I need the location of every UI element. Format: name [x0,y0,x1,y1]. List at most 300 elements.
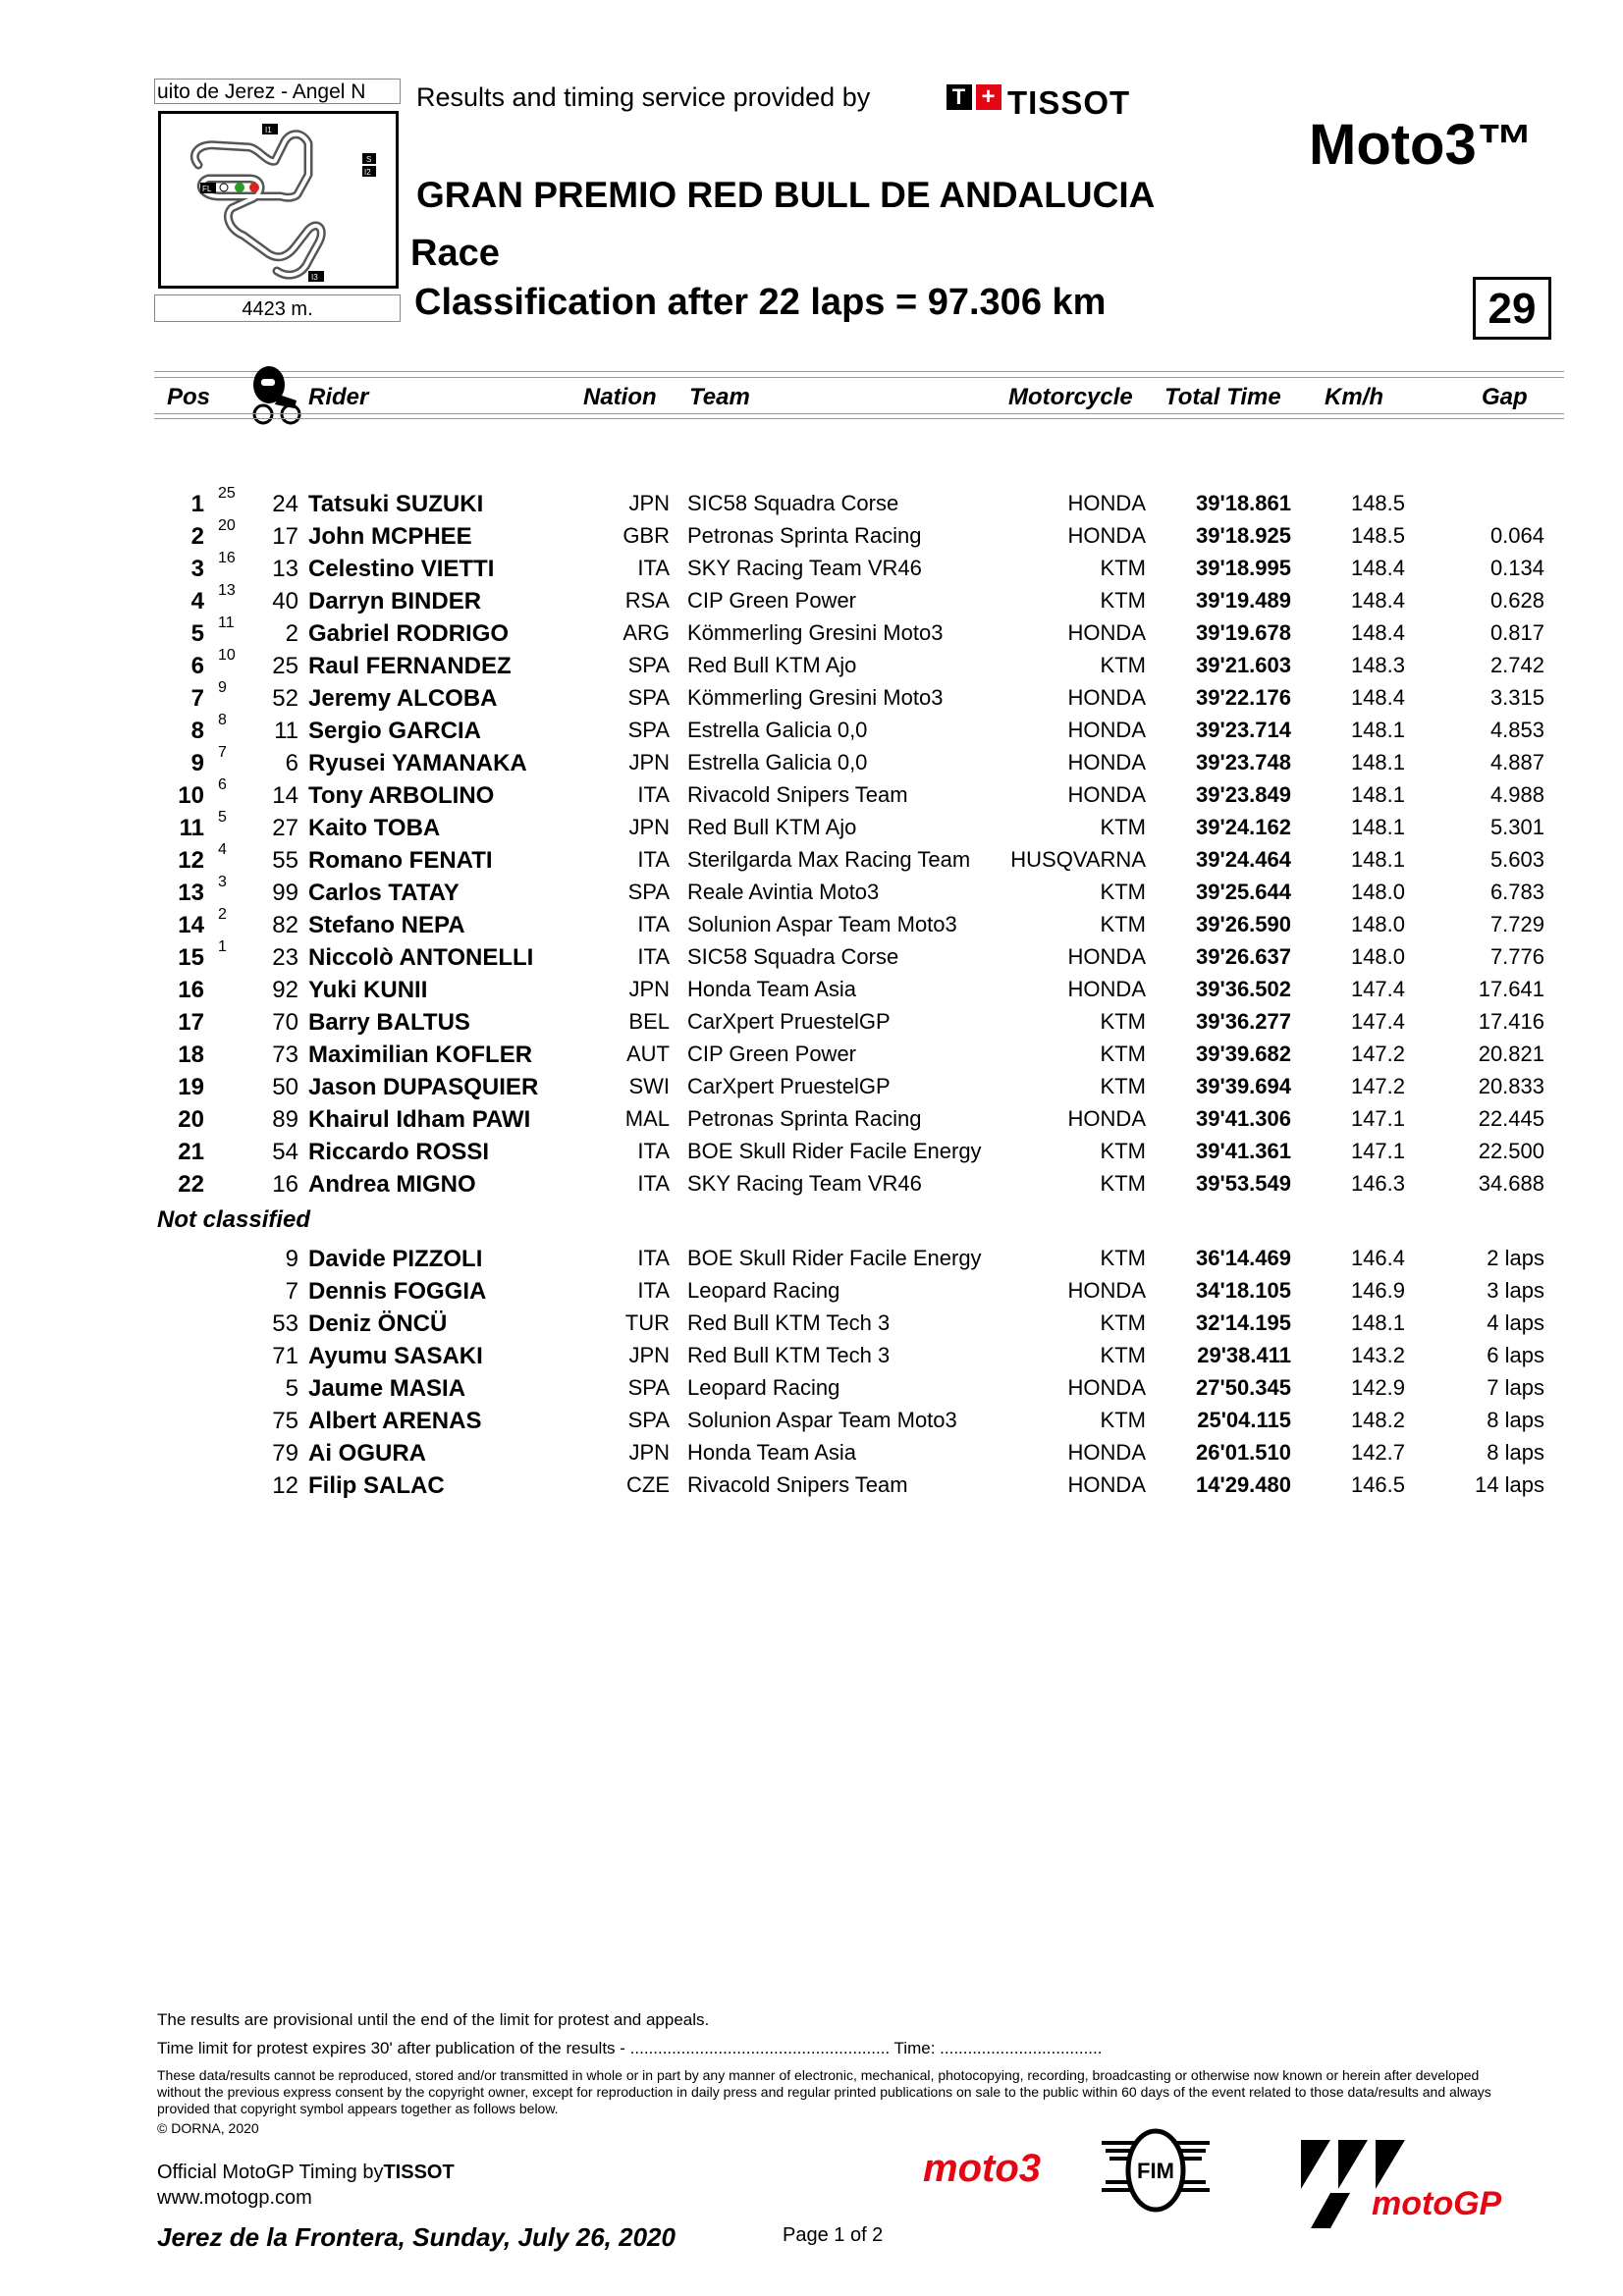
table-row [0,1402,1623,1434]
total-time-cell: 32'14.195 [1196,1310,1291,1335]
col-gap: Gap [1482,384,1528,410]
rider-name-cell: Davide PIZZOLI [308,1246,483,1272]
gap-cell: 17.416 [1478,1009,1544,1034]
nation-cell: ITA [637,556,670,580]
motorcycle-cell: HONDA [1067,523,1146,548]
red-light-icon [249,183,259,192]
classification-title: Classification after 22 laps = 97.306 km [414,282,1107,323]
position-cell: 17 [178,1009,204,1036]
gap-cell: 22.500 [1478,1139,1544,1163]
average-speed-cell: 148.1 [1350,718,1405,742]
motorcycle-cell: KTM [1100,1310,1146,1335]
rider-number-cell: 13 [272,556,298,582]
session-title: Race [410,233,500,274]
position-cell: 20 [178,1106,204,1133]
total-time-cell: 39'26.637 [1196,944,1291,969]
motorcycle-cell: HONDA [1067,750,1146,774]
team-cell: CIP Green Power [687,588,857,613]
total-time-cell: 39'24.464 [1196,847,1291,872]
gap-cell: 4.853 [1489,718,1544,742]
grid-position-cell: 8 [218,712,227,728]
average-speed-cell: 148.0 [1350,944,1405,969]
total-time-cell: 39'26.590 [1196,912,1291,936]
circuit-name: uito de Jerez - Angel N [154,79,401,104]
rider-name-cell: Jeremy ALCOBA [308,685,498,712]
rider-number-cell: 79 [272,1440,298,1467]
rider-number-cell: 9 [285,1246,298,1272]
average-speed-cell: 146.9 [1350,1278,1405,1303]
total-time-cell: 39'39.694 [1196,1074,1291,1098]
nation-cell: ITA [637,782,670,807]
grid-position-cell: 11 [218,614,235,631]
table-row [0,582,1623,614]
average-speed-cell: 146.3 [1350,1171,1405,1196]
rider-number-cell: 99 [272,880,298,906]
gap-cell: 20.821 [1478,1041,1544,1066]
motorcycle-cell: HONDA [1067,620,1146,645]
table-row [0,712,1623,744]
motorcycle-cell: HONDA [1067,1472,1146,1497]
tissot-t-icon: T [947,84,972,110]
gap-cell: 6.783 [1489,880,1544,904]
table-row [0,1467,1623,1499]
average-speed-cell: 148.5 [1350,523,1405,548]
rider-number-cell: 17 [272,523,298,550]
motorcycle-cell: KTM [1100,1171,1146,1196]
official-timing [157,2162,455,2184]
total-time-cell: 29'38.411 [1197,1343,1291,1367]
team-cell: Rivacold Snipers Team [687,782,908,807]
total-time-cell: 39'39.682 [1196,1041,1291,1066]
gap-cell: 4 laps [1487,1310,1544,1335]
nation-cell: ITA [637,944,670,969]
table-row [0,1337,1623,1369]
rider-name-cell: Carlos TATAY [308,880,460,906]
nation-cell: SPA [627,1408,670,1432]
total-time-cell: 39'23.714 [1196,718,1291,742]
motorcycle-cell: KTM [1100,815,1146,839]
nation-cell: SWI [628,1074,670,1098]
table-row [0,517,1623,550]
position-cell: 1 [190,491,204,517]
rider-name-cell: Barry BALTUS [308,1009,470,1036]
nation-cell: JPN [628,1440,670,1465]
rider-name-cell: Ayumu SASAKI [308,1343,483,1369]
col-nation: Nation [583,384,657,410]
motorcycle-cell: KTM [1100,880,1146,904]
position-cell: 19 [178,1074,204,1100]
total-time-cell: 39'53.549 [1196,1171,1291,1196]
table-row [0,1369,1623,1402]
grid-position-cell: 1 [218,938,227,955]
motorcycle-cell: KTM [1100,1343,1146,1367]
protest-limit-note: Time limit for protest expires 30' after publication of the results - ........................................................ Time: ................................... [157,2039,1103,2057]
nation-cell: SPA [627,1375,670,1400]
total-time-cell: 39'36.277 [1196,1009,1291,1034]
gap-cell: 5.301 [1489,815,1544,839]
table-row [0,1036,1623,1068]
team-cell: Red Bull KTM Ajo [687,653,857,677]
nation-cell: ITA [637,1139,670,1163]
total-time-cell: 39'23.748 [1196,750,1291,774]
total-time-cell: 39'18.861 [1196,491,1291,515]
sector-i3-label: I3 [311,273,318,282]
rider-name-cell: Ai OGURA [308,1440,426,1467]
team-cell: Leopard Racing [687,1278,840,1303]
event-title: GRAN PREMIO RED BULL DE ANDALUCIA [416,175,1156,215]
nation-cell: ITA [637,1171,670,1196]
nation-cell: SPA [627,718,670,742]
total-time-cell: 36'14.469 [1196,1246,1291,1270]
website: www.motogp.com [157,2187,312,2209]
average-speed-cell: 148.2 [1350,1408,1405,1432]
gap-cell: 4.988 [1489,782,1544,807]
fim-logo [1096,2125,1216,2216]
rider-name-cell: Maximilian KOFLER [308,1041,533,1068]
nation-cell: ITA [637,1246,670,1270]
rider-name-cell: Darryn BINDER [308,588,482,614]
grid-position-cell: 6 [218,776,227,793]
rider-number-cell: 24 [272,491,298,517]
team-cell: BOE Skull Rider Facile Energy [687,1139,982,1163]
grid-position-cell: 16 [218,550,236,566]
flag-icon [220,184,228,191]
team-cell: Petronas Sprinta Racing [687,523,922,548]
rider-number-cell: 73 [272,1041,298,1068]
gap-cell: 8 laps [1487,1408,1544,1432]
motorcycle-cell: HONDA [1067,1375,1146,1400]
average-speed-cell: 147.1 [1350,1139,1405,1163]
motorcycle-cell: HONDA [1067,491,1146,515]
green-light-icon [235,183,244,192]
table-row [0,614,1623,647]
team-cell: Red Bull KTM Tech 3 [687,1343,891,1367]
motorcycle-cell: KTM [1100,588,1146,613]
rider-name-cell: John MCPHEE [308,523,472,550]
class-title: Moto3™ [1309,113,1534,177]
average-speed-cell: 147.1 [1350,1106,1405,1131]
total-time-cell: 39'23.849 [1196,782,1291,807]
rider-number-cell: 50 [272,1074,298,1100]
team-cell: Honda Team Asia [687,1440,857,1465]
team-cell: Solunion Aspar Team Moto3 [687,1408,957,1432]
table-row [0,550,1623,582]
average-speed-cell: 148.4 [1350,620,1405,645]
position-cell: 4 [190,588,204,614]
gap-cell: 7.776 [1489,944,1544,969]
total-time-cell: 39'24.162 [1196,815,1291,839]
col-motorcycle: Motorcycle [1008,384,1133,410]
team-cell: Kömmerling Gresini Moto3 [687,620,944,645]
nation-cell: AUT [626,1041,670,1066]
motorcycle-cell: HONDA [1067,718,1146,742]
total-time-cell: 39'41.306 [1196,1106,1291,1131]
position-cell: 7 [190,685,204,712]
track-length: 4423 m. [154,294,401,322]
location-date: Jerez de la Frontera, Sunday, July 26, 2020 [157,2222,676,2252]
gap-cell: 6 laps [1487,1343,1544,1367]
rider-number-cell: 25 [272,653,298,679]
total-time-cell: 27'50.345 [1196,1375,1291,1400]
rider-number-cell: 52 [272,685,298,712]
gap-cell: 8 laps [1487,1440,1544,1465]
average-speed-cell: 148.1 [1350,750,1405,774]
motorcycle-cell: HONDA [1067,1278,1146,1303]
total-time-cell: 39'19.678 [1196,620,1291,645]
table-row [0,841,1623,874]
average-speed-cell: 147.2 [1350,1041,1405,1066]
nation-cell: JPN [628,1343,670,1367]
gap-cell: 3 laps [1487,1278,1544,1303]
position-cell: 12 [178,847,204,874]
table-row [0,1003,1623,1036]
position-cell: 16 [178,977,204,1003]
rider-name-cell: Stefano NEPA [308,912,465,938]
average-speed-cell: 148.4 [1350,685,1405,710]
position-cell: 14 [178,912,204,938]
moto3-logo [923,2147,1041,2191]
total-time-cell: 39'19.489 [1196,588,1291,613]
gap-cell: 22.445 [1478,1106,1544,1131]
not-classified-label: Not classified [157,1206,311,1233]
motorcycle-cell: KTM [1100,653,1146,677]
tissot-logo [947,84,1130,122]
table-row [0,1100,1623,1133]
average-speed-cell: 147.2 [1350,1074,1405,1098]
motogp-logo [1281,2130,1507,2238]
grid-position-cell: 3 [218,874,227,890]
position-cell: 21 [178,1139,204,1165]
position-cell: 15 [178,944,204,971]
gap-cell: 2.742 [1489,653,1544,677]
position-cell: 6 [190,653,204,679]
motorcycle-cell: KTM [1100,1041,1146,1066]
team-cell: Estrella Galicia 0,0 [687,718,868,742]
total-time-cell: 34'18.105 [1196,1278,1291,1303]
rider-name-cell: Jaume MASIA [308,1375,466,1402]
rider-number-cell: 82 [272,912,298,938]
position-cell: 3 [190,556,204,582]
rider-name-cell: Ryusei YAMANAKA [308,750,527,776]
table-row [0,874,1623,906]
rider-number-cell: 75 [272,1408,298,1434]
rider-number-cell: 16 [272,1171,298,1198]
team-cell: SKY Racing Team VR46 [687,556,922,580]
header-rule-top [154,371,1564,372]
team-cell: Kömmerling Gresini Moto3 [687,685,944,710]
table-row [0,1240,1623,1272]
rider-number-cell: 70 [272,1009,298,1036]
team-cell: CarXpert PruestelGP [687,1009,891,1034]
table-row [0,1068,1623,1100]
rider-name-cell: Gabriel RODRIGO [308,620,510,647]
rider-number-cell: 40 [272,588,298,614]
rider-name-cell: Raul FERNANDEZ [308,653,512,679]
motorcycle-cell: HONDA [1067,944,1146,969]
rider-number-cell: 14 [272,782,298,809]
average-speed-cell: 148.0 [1350,880,1405,904]
team-cell: SKY Racing Team VR46 [687,1171,922,1196]
average-speed-cell: 148.4 [1350,556,1405,580]
rider-name-cell: Yuki KUNII [308,977,428,1003]
grid-position-cell: 7 [218,744,227,761]
gap-cell: 17.641 [1478,977,1544,1001]
moto3-logo-text: moto3 [923,2147,1041,2190]
rider-number-cell: 6 [285,750,298,776]
rider-number-cell: 55 [272,847,298,874]
motorcycle-cell: KTM [1100,1074,1146,1098]
gap-cell: 2 laps [1487,1246,1544,1270]
average-speed-cell: 148.1 [1350,847,1405,872]
nation-cell: TUR [624,1310,670,1335]
average-speed-cell: 147.4 [1350,1009,1405,1034]
rider-name-cell: Romano FENATI [308,847,493,874]
nation-cell: CZE [626,1472,670,1497]
total-time-cell: 25'04.115 [1197,1408,1291,1432]
motorcycle-cell: KTM [1100,1246,1146,1270]
nation-cell: JPN [628,977,670,1001]
copyright-note: These data/results cannot be reproduced, stored and/or transmitted in whole or in part by any manner of electronic, mechanical, photocopying, recording, broadcasting or otherwise now known or herein after developed without the previous express consent by the copyright owner, except for reproduction in daily press and regular printed publications on sale to the public within 60 days of the event related to those data/results and always provided that copyright symbol appears together as follows below. [157,2067,1491,2116]
rider-number-cell: 27 [272,815,298,841]
rider-name-cell: Tatsuki SUZUKI [308,491,484,517]
average-speed-cell: 148.4 [1350,588,1405,613]
grid-position-cell: 20 [218,517,236,534]
nation-cell: JPN [628,491,670,515]
rider-name-cell: Dennis FOGGIA [308,1278,487,1305]
team-cell: Rivacold Snipers Team [687,1472,908,1497]
grid-position-cell: 2 [218,906,227,923]
average-speed-cell: 146.5 [1350,1472,1405,1497]
rider-name-cell: Celestino VIETTI [308,556,495,582]
tissot-brand: TISSOT [1007,84,1131,121]
gap-cell: 14 laps [1475,1472,1544,1497]
col-team: Team [689,384,750,410]
average-speed-cell: 148.5 [1350,491,1405,515]
total-time-cell: 39'18.925 [1196,523,1291,548]
team-cell: Leopard Racing [687,1375,840,1400]
average-speed-cell: 148.1 [1350,815,1405,839]
rider-number-cell: 5 [285,1375,298,1402]
col-kmh: Km/h [1325,384,1383,410]
nation-cell: SPA [627,880,670,904]
gap-cell: 20.833 [1478,1074,1544,1098]
team-cell: Reale Avintia Moto3 [687,880,880,904]
total-time-cell: 39'18.995 [1196,556,1291,580]
gap-cell: 34.688 [1478,1171,1544,1196]
team-cell: CIP Green Power [687,1041,857,1066]
header-rule-bottom [154,413,1564,414]
finish-line-label: FL [202,185,212,193]
rider-helmet-icon [245,355,306,431]
rider-number-cell: 71 [272,1343,298,1369]
gap-cell: 0.628 [1489,588,1544,613]
official-timing-brand: TISSOT [383,2162,455,2183]
table-row [0,744,1623,776]
team-cell: SIC58 Squadra Corse [687,491,899,515]
rider-name-cell: Tony ARBOLINO [308,782,495,809]
motorcycle-cell: HONDA [1067,1106,1146,1131]
motorcycle-cell: KTM [1100,1408,1146,1432]
nation-cell: ARG [622,620,670,645]
table-row [0,1305,1623,1337]
rider-name-cell: Khairul Idham PAWI [308,1106,531,1133]
grid-position-cell: 10 [218,647,236,664]
header-rule-bottom-2 [154,418,1564,419]
col-total-time: Total Time [1164,384,1281,410]
nation-cell: JPN [628,750,670,774]
motorcycle-cell: HUSQVARNA [1010,847,1146,872]
rider-number-cell: 2 [285,620,298,647]
col-rider: Rider [308,384,369,410]
team-cell: CarXpert PruestelGP [687,1074,891,1098]
table-row [0,906,1623,938]
gap-cell: 3.315 [1489,685,1544,710]
position-cell: 9 [190,750,204,776]
gap-cell: 7 laps [1487,1375,1544,1400]
average-speed-cell: 146.4 [1350,1246,1405,1270]
motorcycle-cell: KTM [1100,1139,1146,1163]
nation-cell: RSA [624,588,670,613]
swiss-cross-icon: + [976,84,1001,110]
rider-name-cell: Andrea MIGNO [308,1171,476,1198]
track-map [158,111,399,289]
nation-cell: BEL [628,1009,670,1034]
table-row [0,1133,1623,1165]
position-cell: 8 [190,718,204,744]
motorcycle-cell: KTM [1100,556,1146,580]
rider-name-cell: Riccardo ROSSI [308,1139,490,1165]
table-row [0,809,1623,841]
team-cell: Sterilgarda Max Racing Team [687,847,971,872]
position-cell: 18 [178,1041,204,1068]
grid-position-cell: 5 [218,809,227,826]
nation-cell: GBR [622,523,670,548]
dorna-copyright: © DORNA, 2020 [157,2120,259,2136]
document-number: 29 [1473,277,1551,340]
team-cell: Honda Team Asia [687,977,857,1001]
rider-name-cell: Jason DUPASQUIER [308,1074,539,1100]
nation-cell: JPN [628,815,670,839]
page-number: Page 1 of 2 [783,2224,884,2246]
rider-name-cell: Kaito TOBA [308,815,441,841]
provisional-note: The results are provisional until the end of the limit for protest and appeals. [157,2010,710,2029]
gap-cell: 7.729 [1489,912,1544,936]
table-row [0,679,1623,712]
average-speed-cell: 142.7 [1350,1440,1405,1465]
motorcycle-cell: HONDA [1067,977,1146,1001]
average-speed-cell: 148.3 [1350,653,1405,677]
motorcycle-cell: HONDA [1067,1440,1146,1465]
rider-number-cell: 89 [272,1106,298,1133]
table-row [0,1165,1623,1198]
average-speed-cell: 147.4 [1350,977,1405,1001]
team-cell: BOE Skull Rider Facile Energy [687,1246,982,1270]
position-cell: 2 [190,523,204,550]
motorcycle-cell: HONDA [1067,685,1146,710]
gap-cell: 0.064 [1489,523,1544,548]
motorcycle-cell: KTM [1100,912,1146,936]
team-cell: Red Bull KTM Tech 3 [687,1310,891,1335]
rider-number-cell: 7 [285,1278,298,1305]
col-pos: Pos [167,384,211,410]
gap-cell: 5.603 [1489,847,1544,872]
nation-cell: ITA [637,847,670,872]
rider-number-cell: 53 [272,1310,298,1337]
rider-name-cell: Niccolò ANTONELLI [308,944,534,971]
sector-s-label: S [366,155,372,164]
nation-cell: SPA [627,653,670,677]
position-cell: 10 [178,782,204,809]
